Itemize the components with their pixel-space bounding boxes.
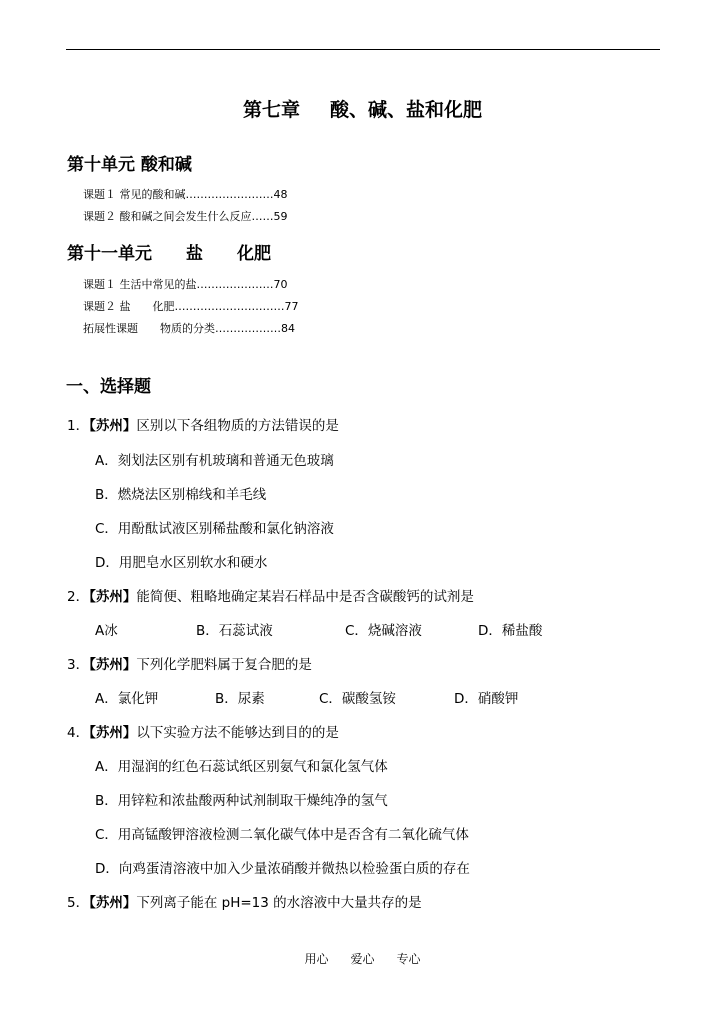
toc-item: 拓展性课题 物质的分类………………84 bbox=[83, 322, 295, 335]
option-d: D．用肥皂水区别软水和硬水 bbox=[95, 555, 268, 571]
header-rule bbox=[66, 49, 660, 50]
option-c: C．用酚酞试液区别稀盐酸和氯化钠溶液 bbox=[95, 521, 334, 537]
chapter-title: 酸、碱、盐和化肥 bbox=[330, 99, 483, 121]
question-stem: 下列离子能在 pH=13 的水溶液中大量共存的是 bbox=[136, 895, 422, 911]
option-a: A冰 bbox=[95, 623, 118, 639]
question-number: 4． bbox=[67, 725, 90, 741]
question-2 bbox=[67, 585, 474, 605]
toc-item: 课题１ 常见的酸和碱……………………48 bbox=[83, 188, 288, 201]
toc-item: 课题２ 酸和碱之间会发生什么反应……59 bbox=[83, 210, 288, 223]
question-number: 2． bbox=[67, 589, 90, 605]
question-stem: 下列化学肥料属于复合肥的是 bbox=[136, 657, 312, 673]
option-b: B．用锌粒和浓盐酸两种试剂制取干燥纯净的氢气 bbox=[95, 793, 388, 809]
footer-text: 专心 bbox=[396, 952, 421, 966]
question-stem: 区别以下各组物质的方法错误的是 bbox=[136, 418, 339, 434]
unit-11-title: 第十一单元 盐 化肥 bbox=[67, 244, 271, 264]
option-b: B．石蕊试液 bbox=[196, 623, 273, 639]
question-source-tag: 【苏州】 bbox=[89, 657, 137, 673]
question-source-tag: 【苏州】 bbox=[89, 725, 137, 741]
unit-10-title: 第十单元 酸和碱 bbox=[67, 155, 192, 175]
question-number: 5． bbox=[67, 895, 90, 911]
question-stem: 能简便、粗略地确定某岩石样品中是否含碳酸钙的试剂是 bbox=[136, 589, 474, 605]
question-source-tag: 【苏州】 bbox=[89, 589, 137, 605]
option-b: B．尿素 bbox=[215, 691, 265, 707]
option-c: C．用高锰酸钾溶液检测二氧化碳气体中是否含有二氧化硫气体 bbox=[95, 827, 469, 843]
question-source-tag: 【苏州】 bbox=[89, 418, 137, 434]
option-a: A．刻划法区别有机玻璃和普通无色玻璃 bbox=[95, 453, 334, 469]
question-4 bbox=[67, 721, 339, 741]
question-source-tag: 【苏州】 bbox=[89, 895, 137, 911]
option-d: D．稀盐酸 bbox=[478, 623, 543, 639]
question-number: 3． bbox=[67, 657, 90, 673]
option-d: D．向鸡蛋清溶液中加入少量浓硝酸并微热以检验蛋白质的存在 bbox=[95, 861, 470, 877]
option-a: A．氯化钾 bbox=[95, 691, 159, 707]
chapter-number: 第七章 bbox=[242, 99, 300, 121]
footer-text: 爱心 bbox=[350, 952, 375, 966]
option-c: C．碳酸氢铵 bbox=[319, 691, 396, 707]
toc-item: 课题１ 生活中常见的盐…………………70 bbox=[83, 278, 288, 291]
question-1 bbox=[67, 414, 339, 434]
section-title: 一、选择题 bbox=[66, 377, 151, 397]
question-stem: 以下实验方法不能够达到目的的是 bbox=[136, 725, 339, 741]
option-a: A．用湿润的红色石蕊试纸区别氨气和氯化氢气体 bbox=[95, 759, 388, 775]
option-b: B．燃烧法区别棉线和羊毛线 bbox=[95, 487, 267, 503]
page-footer bbox=[0, 950, 725, 967]
option-c: C．烧碱溶液 bbox=[345, 623, 422, 639]
question-3 bbox=[67, 653, 312, 673]
footer-text: 用心 bbox=[304, 952, 329, 966]
chapter-heading bbox=[0, 95, 725, 122]
option-d: D．硝酸钾 bbox=[454, 691, 519, 707]
question-number: 1． bbox=[67, 418, 90, 434]
toc-item: 课题２ 盐 化肥…………………………77 bbox=[83, 300, 299, 313]
question-5 bbox=[67, 891, 422, 911]
